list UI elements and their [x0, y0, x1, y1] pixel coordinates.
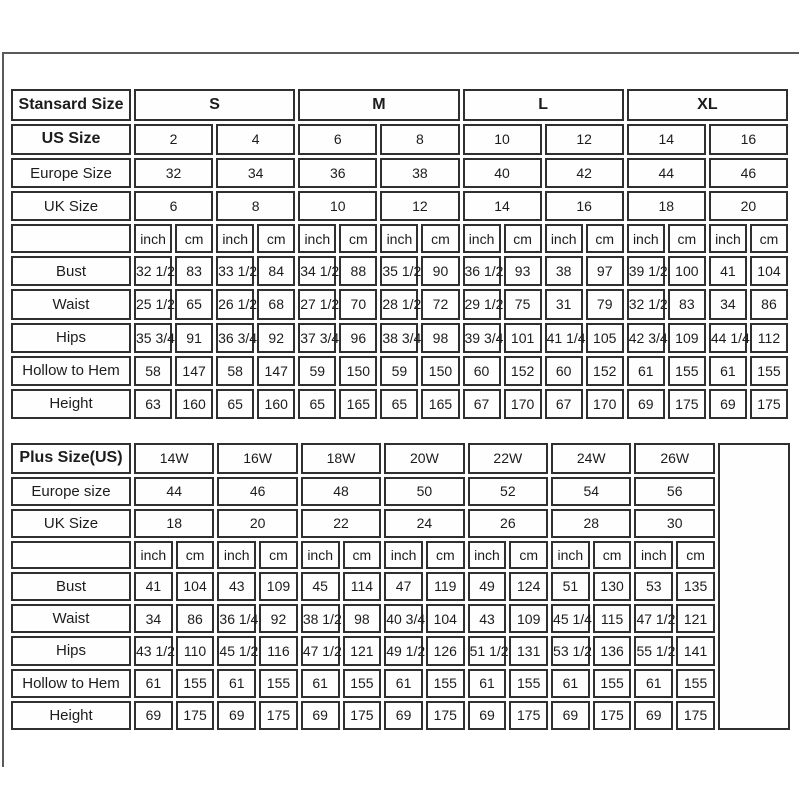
table-cell: 8: [380, 124, 459, 156]
table-cell: 97: [586, 256, 624, 286]
table-cell: Stansard Size: [11, 89, 131, 121]
table-cell: 88: [339, 256, 377, 286]
table-cell: 35 1/2: [380, 256, 418, 286]
table-cell: 69: [627, 389, 665, 419]
table-cell: 38: [380, 158, 459, 188]
table-cell: 65: [175, 289, 213, 319]
table-cell: 27 1/2: [298, 289, 336, 319]
table-cell: 155: [750, 356, 788, 386]
table-cell: Waist: [11, 289, 131, 319]
table-cell: cm: [668, 224, 706, 253]
table-cell: 126: [426, 636, 465, 665]
table-cell: 147: [175, 356, 213, 386]
table-cell: 110: [176, 636, 215, 665]
table-row: [11, 356, 788, 386]
table-cell: 61: [709, 356, 747, 386]
table-cell: 92: [257, 323, 295, 353]
table-cell: 31: [545, 289, 583, 319]
table-cell: cm: [504, 224, 542, 253]
table-cell: 83: [175, 256, 213, 286]
table-cell: 69: [551, 701, 590, 730]
table-cell: 14W: [134, 443, 214, 474]
table-cell: 112: [750, 323, 788, 353]
table-cell: 152: [504, 356, 542, 386]
table-cell: 131: [509, 636, 548, 665]
table-cell: 69: [134, 701, 173, 730]
table-cell: Waist: [11, 604, 131, 633]
plus-size-table: [8, 440, 793, 733]
table-cell: 92: [259, 604, 298, 633]
table-cell: 2: [134, 124, 213, 156]
table-cell: 35 3/4: [134, 323, 172, 353]
table-row: [11, 572, 790, 601]
table-cell: 141: [676, 636, 715, 665]
table-cell: 4: [216, 124, 295, 156]
table-row: [11, 191, 788, 221]
table-cell-empty: [11, 224, 131, 253]
table-cell: inch: [545, 224, 583, 253]
table-cell: 61: [468, 669, 507, 698]
table-row: [11, 224, 788, 253]
table-cell: 44: [134, 477, 214, 506]
table-cell: 41: [709, 256, 747, 286]
table-cell: 175: [176, 701, 215, 730]
table-cell: 65: [298, 389, 336, 419]
table-cell: 59: [298, 356, 336, 386]
table-cell: 121: [676, 604, 715, 633]
table-row: [11, 636, 790, 665]
table-cell: 150: [421, 356, 459, 386]
table-cell: 91: [175, 323, 213, 353]
table-cell: 155: [509, 669, 548, 698]
table-cell: 39 3/4: [463, 323, 501, 353]
table-cell: 104: [176, 572, 215, 601]
table-cell: 175: [750, 389, 788, 419]
table-cell: 155: [259, 669, 298, 698]
table-cell: 42 3/4: [627, 323, 665, 353]
table-cell: Height: [11, 389, 131, 419]
table-cell: inch: [384, 541, 423, 569]
table-cell: 6: [298, 124, 377, 156]
table-cell: 25 1/2: [134, 289, 172, 319]
table-cell: 18: [627, 191, 706, 221]
table-cell: 69: [468, 701, 507, 730]
table-cell: 18W: [301, 443, 381, 474]
table-cell: 69: [709, 389, 747, 419]
table-cell: S: [134, 89, 295, 121]
table-cell: 22W: [468, 443, 548, 474]
table-cell: cm: [750, 224, 788, 253]
table-cell: cm: [259, 541, 298, 569]
table-cell: 155: [176, 669, 215, 698]
table-cell: 16: [545, 191, 624, 221]
table-row: [11, 604, 790, 633]
table-cell: inch: [380, 224, 418, 253]
table-cell: 44: [627, 158, 706, 188]
plus-size-table-body: [11, 443, 790, 730]
table-cell: UK Size: [11, 191, 131, 221]
table-cell: 69: [301, 701, 340, 730]
table-cell: 44 1/4: [709, 323, 747, 353]
table-row: [11, 89, 788, 121]
table-row: [11, 669, 790, 698]
table-cell: 49: [468, 572, 507, 601]
table-cell: inch: [298, 224, 336, 253]
table-cell: 51: [551, 572, 590, 601]
table-cell: 100: [668, 256, 706, 286]
table-cell: inch: [709, 224, 747, 253]
table-row: [11, 701, 790, 730]
table-cell: 40: [463, 158, 542, 188]
table-cell: 41: [134, 572, 173, 601]
table-cell: 43 1/2: [134, 636, 173, 665]
table-cell: 18: [134, 509, 214, 538]
table-cell: 135: [676, 572, 715, 601]
table-cell: 16: [709, 124, 788, 156]
table-cell: 52: [468, 477, 548, 506]
table-row: [11, 541, 790, 569]
table-cell: Plus Size(US): [11, 443, 131, 474]
table-cell: 79: [586, 289, 624, 319]
table-cell: 61: [301, 669, 340, 698]
table-cell: 12: [380, 191, 459, 221]
table-cell: cm: [593, 541, 632, 569]
table-cell: 32: [134, 158, 213, 188]
table-cell: 51 1/2: [468, 636, 507, 665]
table-row: [11, 256, 788, 286]
table-cell: Bust: [11, 572, 131, 601]
table-cell: 36 1/4: [217, 604, 256, 633]
table-cell: cm: [343, 541, 382, 569]
table-cell: 61: [627, 356, 665, 386]
table-cell: 155: [426, 669, 465, 698]
table-cell: 124: [509, 572, 548, 601]
table-cell: 43: [217, 572, 256, 601]
table-cell: 24: [384, 509, 464, 538]
table-cell: 47: [384, 572, 423, 601]
table-cell: 136: [593, 636, 632, 665]
table-cell: 14: [463, 191, 542, 221]
table-cell: US Size: [11, 124, 131, 156]
table-cell: inch: [551, 541, 590, 569]
table-cell: 58: [134, 356, 172, 386]
table-cell: UK Size: [11, 509, 131, 538]
table-cell: 24W: [551, 443, 631, 474]
table-cell: 54: [551, 477, 631, 506]
table-cell: 84: [257, 256, 295, 286]
table-cell: 14: [627, 124, 706, 156]
table-cell: 59: [380, 356, 418, 386]
table-cell: 96: [339, 323, 377, 353]
table-cell: 29 1/2: [463, 289, 501, 319]
table-cell: 68: [257, 289, 295, 319]
table-cell: 175: [668, 389, 706, 419]
table-cell: 63: [134, 389, 172, 419]
table-cell: 90: [421, 256, 459, 286]
table-cell: 175: [343, 701, 382, 730]
table-cell: 26W: [634, 443, 715, 474]
table-cell: inch: [301, 541, 340, 569]
table-cell: 6: [134, 191, 213, 221]
table-cell: inch: [134, 224, 172, 253]
table-cell: 83: [668, 289, 706, 319]
table-cell: 175: [593, 701, 632, 730]
table-cell: 56: [634, 477, 715, 506]
table-cell: inch: [463, 224, 501, 253]
table-cell: 61: [134, 669, 173, 698]
table-cell: 38 3/4: [380, 323, 418, 353]
table-cell: 170: [586, 389, 624, 419]
table-row: [11, 509, 790, 538]
table-cell: inch: [216, 224, 254, 253]
table-cell: 58: [216, 356, 254, 386]
table-cell: 40 3/4: [384, 604, 423, 633]
table-cell: 46: [217, 477, 297, 506]
table-cell: 34 1/2: [298, 256, 336, 286]
table-cell: 114: [343, 572, 382, 601]
table-cell: cm: [175, 224, 213, 253]
table-cell: cm: [426, 541, 465, 569]
table-cell: inch: [468, 541, 507, 569]
table-cell: 165: [421, 389, 459, 419]
table-cell: cm: [586, 224, 624, 253]
table-cell: 175: [676, 701, 715, 730]
table-cell: 49 1/2: [384, 636, 423, 665]
table-cell: Europe size: [11, 477, 131, 506]
table-cell-empty: [718, 443, 790, 730]
table-cell: 10: [463, 124, 542, 156]
standard-size-table: [8, 86, 791, 422]
table-cell: 115: [593, 604, 632, 633]
table-cell: cm: [339, 224, 377, 253]
table-cell: 36: [298, 158, 377, 188]
table-cell: inch: [627, 224, 665, 253]
table-cell: 28 1/2: [380, 289, 418, 319]
table-cell: 105: [586, 323, 624, 353]
table-row: [11, 443, 790, 474]
table-cell: 41 1/4: [545, 323, 583, 353]
table-cell: 175: [426, 701, 465, 730]
table-cell: 38 1/2: [301, 604, 340, 633]
table-cell: 109: [259, 572, 298, 601]
table-cell: 86: [176, 604, 215, 633]
table-cell: 104: [750, 256, 788, 286]
table-cell: 45 1/4: [551, 604, 590, 633]
table-cell: 69: [634, 701, 673, 730]
table-cell: 36 3/4: [216, 323, 254, 353]
table-cell: 155: [668, 356, 706, 386]
table-cell: 175: [259, 701, 298, 730]
table-cell: 86: [750, 289, 788, 319]
table-cell: 45 1/2: [217, 636, 256, 665]
table-cell: 121: [343, 636, 382, 665]
table-cell: 39 1/2: [627, 256, 665, 286]
table-cell: 55 1/2: [634, 636, 673, 665]
table-cell: 8: [216, 191, 295, 221]
table-cell: Hollow to Hem: [11, 356, 131, 386]
table-cell: 20: [217, 509, 297, 538]
table-cell: L: [463, 89, 624, 121]
table-cell: 67: [545, 389, 583, 419]
table-cell: 43: [468, 604, 507, 633]
table-cell-empty: [11, 541, 131, 569]
table-cell: 46: [709, 158, 788, 188]
table-cell: 60: [463, 356, 501, 386]
table-cell: cm: [257, 224, 295, 253]
table-cell: 53: [634, 572, 673, 601]
table-cell: inch: [134, 541, 173, 569]
table-cell: 47 1/2: [634, 604, 673, 633]
table-row: [11, 124, 788, 156]
table-cell: 10: [298, 191, 377, 221]
table-cell: 20: [709, 191, 788, 221]
table-cell: 155: [343, 669, 382, 698]
table-cell: Europe Size: [11, 158, 131, 188]
table-row: [11, 158, 788, 188]
table-cell: 48: [301, 477, 381, 506]
table-cell: cm: [176, 541, 215, 569]
table-cell: 45: [301, 572, 340, 601]
table-row: [11, 289, 788, 319]
table-cell: 150: [339, 356, 377, 386]
table-cell: 119: [426, 572, 465, 601]
table-cell: 109: [668, 323, 706, 353]
table-cell: Hips: [11, 636, 131, 665]
table-cell: 47 1/2: [301, 636, 340, 665]
table-cell: 101: [504, 323, 542, 353]
table-cell: 165: [339, 389, 377, 419]
table-cell: 155: [676, 669, 715, 698]
table-cell: cm: [509, 541, 548, 569]
table-cell: 34: [134, 604, 173, 633]
table-cell: inch: [217, 541, 256, 569]
table-cell: 75: [504, 289, 542, 319]
table-cell: Hips: [11, 323, 131, 353]
table-row: [11, 389, 788, 419]
table-cell: 33 1/2: [216, 256, 254, 286]
table-cell: 22: [301, 509, 381, 538]
table-cell: 61: [634, 669, 673, 698]
table-cell: 32 1/2: [134, 256, 172, 286]
table-cell: 12: [545, 124, 624, 156]
table-cell: XL: [627, 89, 788, 121]
table-cell: 93: [504, 256, 542, 286]
table-row: [11, 323, 788, 353]
table-cell: 61: [384, 669, 423, 698]
table-cell: Height: [11, 701, 131, 730]
table-cell: 104: [426, 604, 465, 633]
table-cell: 98: [343, 604, 382, 633]
table-cell: inch: [634, 541, 673, 569]
table-cell: 37 3/4: [298, 323, 336, 353]
table-cell: 34: [216, 158, 295, 188]
table-cell: 50: [384, 477, 464, 506]
standard-size-table-body: [11, 89, 788, 419]
table-cell: 34: [709, 289, 747, 319]
table-cell: 16W: [217, 443, 297, 474]
table-cell: 72: [421, 289, 459, 319]
table-cell: 109: [509, 604, 548, 633]
table-cell: 26 1/2: [216, 289, 254, 319]
table-cell: cm: [676, 541, 715, 569]
table-cell: 65: [216, 389, 254, 419]
table-cell: 160: [257, 389, 295, 419]
table-cell: 130: [593, 572, 632, 601]
table-cell: 70: [339, 289, 377, 319]
table-cell: 170: [504, 389, 542, 419]
table-cell: 69: [217, 701, 256, 730]
table-cell: 61: [217, 669, 256, 698]
table-cell: 20W: [384, 443, 464, 474]
table-cell: 116: [259, 636, 298, 665]
table-row: [11, 477, 790, 506]
table-cell: 98: [421, 323, 459, 353]
table-cell: 61: [551, 669, 590, 698]
table-cell: 38: [545, 256, 583, 286]
table-cell: 30: [634, 509, 715, 538]
table-cell: cm: [421, 224, 459, 253]
table-cell: 65: [380, 389, 418, 419]
table-cell: 60: [545, 356, 583, 386]
table-cell: 28: [551, 509, 631, 538]
table-cell: 160: [175, 389, 213, 419]
table-cell: 32 1/2: [627, 289, 665, 319]
table-cell: Bust: [11, 256, 131, 286]
table-cell: 36 1/2: [463, 256, 501, 286]
table-cell: 152: [586, 356, 624, 386]
table-cell: 67: [463, 389, 501, 419]
table-cell: 155: [593, 669, 632, 698]
table-cell: 69: [384, 701, 423, 730]
table-cell: 42: [545, 158, 624, 188]
table-cell: 175: [509, 701, 548, 730]
table-cell: 53 1/2: [551, 636, 590, 665]
table-cell: M: [298, 89, 459, 121]
table-cell: 147: [257, 356, 295, 386]
table-cell: Hollow to Hem: [11, 669, 131, 698]
table-cell: 26: [468, 509, 548, 538]
